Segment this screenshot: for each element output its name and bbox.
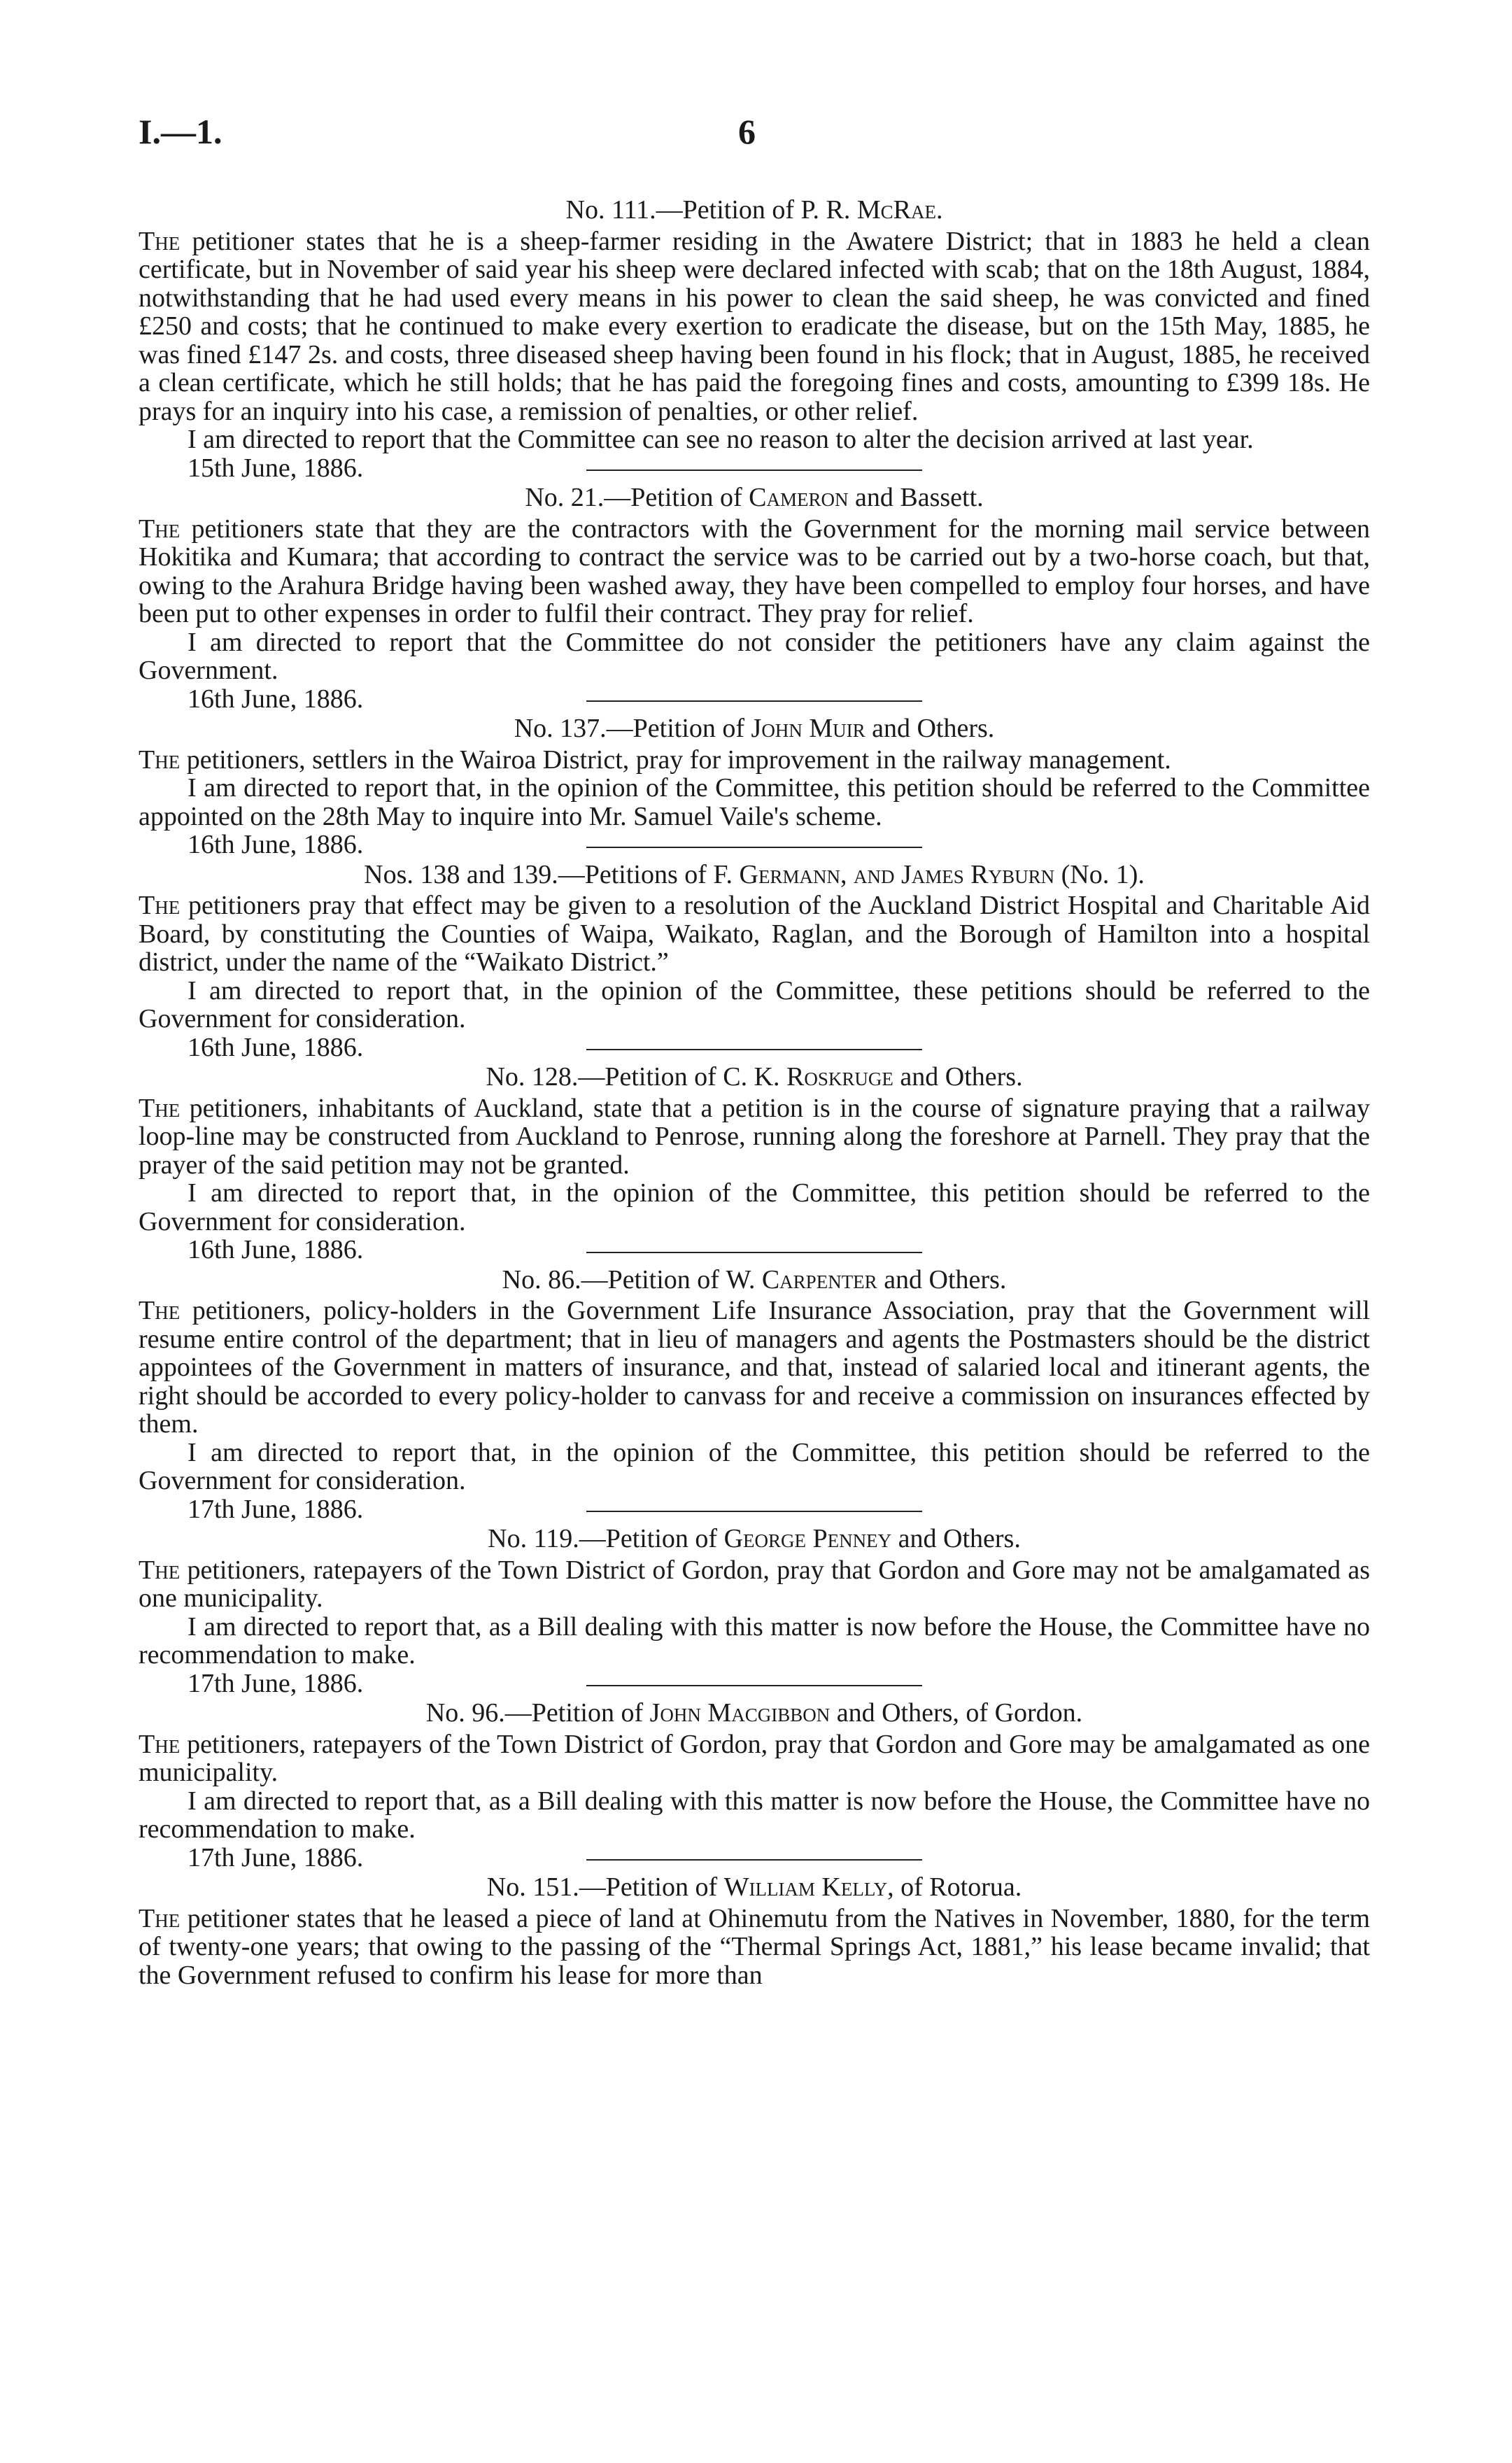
committee-report: I am directed to report that, in the opinion of the Committee, this petition should be referred to the Government for consideration. xyxy=(139,1178,1370,1236)
petition-title: No. 137.—Petition of John Muir and Others. xyxy=(514,714,995,743)
committee-report: I am directed to report that the Committee do not consider the petitioners have any claim against the Government. xyxy=(139,627,1370,685)
report-date: 17th June, 1886. xyxy=(188,1842,364,1872)
section-divider xyxy=(586,470,922,471)
report-date: 16th June, 1886. xyxy=(188,684,364,714)
petition-title: No. 111.—Petition of P. R. McRae. xyxy=(565,195,943,225)
petition-title: No. 96.—Petition of John Macgibbon and Others, of Gordon. xyxy=(425,1698,1083,1728)
petition-title: Nos. 138 and 139.—Petitions of F. Germann, and James Ryburn (No. 1). xyxy=(364,859,1145,889)
petition-body: The petitioners, ratepayers of the Town District of Gordon, pray that Gordon and Gore may not be amalgamated as one municipality. xyxy=(139,1555,1370,1613)
petition-body: The petitioners pray that effect may be given to a resolution of the Auckland District Hospital and Charitable Aid Board, by constituting the Counties of Waipa, Waikato, Raglan, and the Borough of Hamilton into a hospital district, under the name of the “Waikato District.” xyxy=(139,891,1370,977)
petition-entry xyxy=(139,1873,1370,1989)
petition-entry xyxy=(139,483,1370,714)
petition-entry xyxy=(139,1264,1370,1524)
report-date: 17th June, 1886. xyxy=(188,1494,364,1524)
committee-report: I am directed to report that the Committee can see no reason to alter the decision arrived at last year. xyxy=(188,425,1254,454)
report-date: 16th June, 1886. xyxy=(188,830,364,859)
petition-title: No. 128.—Petition of C. K. Roskruge and Others. xyxy=(486,1062,1023,1092)
section-divider xyxy=(586,847,922,848)
petition-body: The petitioners, inhabitants of Auckland, state that a petition is in the course of signature praying that a railway loop-line may be constructed from Auckland to Penrose, running along the foreshore at Parnell. They pray that the prayer of the said petition may not be granted. xyxy=(139,1093,1370,1180)
document-reference: I.—1. xyxy=(139,112,222,151)
petition-body: The petitioner states that he leased a piece of land at Ohinemutu from the Natives in November, 1880, for the term of twenty-one years; that owing to the passing of the “Thermal Springs Act, 1881,” his lease became invalid; that the Government refused to confirm his lease for more than xyxy=(139,1903,1370,1990)
section-divider xyxy=(586,700,922,702)
section-divider xyxy=(586,1049,922,1050)
report-date: 16th June, 1886. xyxy=(188,1235,364,1264)
section-divider xyxy=(586,1252,922,1253)
petition-body: The petitioners state that they are the contractors with the Government for the morning mail service between Hokitika and Kumara; that according to contract the service was to be carried out by a two-horse coach, but that, owing to the Arahura Bridge having been washed away, they have been compelled to employ four horses, and have been put to other expenses in order to fulfil their contract. They pray for relief. xyxy=(139,514,1370,628)
petition-entry xyxy=(139,195,1370,483)
petitions-list xyxy=(139,196,1370,1989)
petition-entry xyxy=(139,714,1370,859)
committee-report: I am directed to report that, in the opinion of the Committee, this petition should be referred to the Committee appointed on the 28th May to inquire into Mr. Samuel Vaile's scheme. xyxy=(139,773,1370,831)
section-divider xyxy=(586,1859,922,1861)
section-divider xyxy=(586,1511,922,1512)
report-date: 15th June, 1886. xyxy=(188,453,364,483)
petition-title: No. 86.—Petition of W. Carpenter and Others. xyxy=(502,1264,1007,1294)
committee-report: I am directed to report that, in the opinion of the Committee, these petitions should be referred to the Government for consideration. xyxy=(139,975,1370,1033)
committee-report: I am directed to report that, as a Bill dealing with this matter is now before the House, the Committee have no recommendation to make. xyxy=(139,1611,1370,1670)
committee-report: I am directed to report that, in the opinion of the Committee, this petition should be referred to the Government for consideration. xyxy=(139,1437,1370,1495)
petition-entry xyxy=(139,1524,1370,1698)
petition-body: The petitioners, ratepayers of the Town District of Gordon, pray that Gordon and Gore may be amalgamated as one municipality. xyxy=(139,1729,1370,1787)
page-header xyxy=(0,112,1512,160)
petition-title: No. 151.—Petition of William Kelly, of Rotorua. xyxy=(486,1872,1022,1902)
report-date: 16th June, 1886. xyxy=(188,1032,364,1062)
page-number: 6 xyxy=(738,112,756,151)
petition-title: No. 119.—Petition of George Penney and Others. xyxy=(488,1524,1021,1553)
petition-title: No. 21.—Petition of Cameron and Bassett. xyxy=(525,483,984,512)
petition-body: The petitioner states that he is a sheep-farmer residing in the Awatere District; that in 1883 he held a clean certificate, but in November of said year his sheep were declared infected with scab; that on the 18th August, 1884, notwithstanding that he had used every means in his power to clean the said sheep, he was convicted and fined £250 and costs; that he continued to make every exertion to eradicate the disease, but on the 15th May, 1885, he was fined £147 2s. and costs, three diseased sheep having been found in his flock; that in August, 1885, he received a clean certificate, which he still holds; that he has paid the foregoing fines and costs, amounting to £399 18s. He prays for an inquiry into his case, a remission of penalties, or other relief. xyxy=(139,226,1370,426)
report-date: 17th June, 1886. xyxy=(188,1668,364,1698)
committee-report: I am directed to report that, as a Bill dealing with this matter is now before the House, the Committee have no recommendation to make. xyxy=(139,1786,1370,1844)
petition-entry xyxy=(139,859,1370,1062)
petition-entry xyxy=(139,1698,1370,1872)
petition-entry xyxy=(139,1062,1370,1264)
petition-body: The petitioners, policy-holders in the Government Life Insurance Association, pray that the Government will resume entire control of the department; that in lieu of managers and agents the Postmasters should be the district appointees of the Government in matters of insurance, and that, instead of salaried local and itinerant agents, the right should be accorded to every policy-holder to canvass for and receive a commission on insurances effected by them. xyxy=(139,1296,1370,1439)
section-divider xyxy=(586,1685,922,1686)
petition-body: The petitioners, settlers in the Wairoa District, pray for improvement in the railway management. xyxy=(139,744,1171,775)
